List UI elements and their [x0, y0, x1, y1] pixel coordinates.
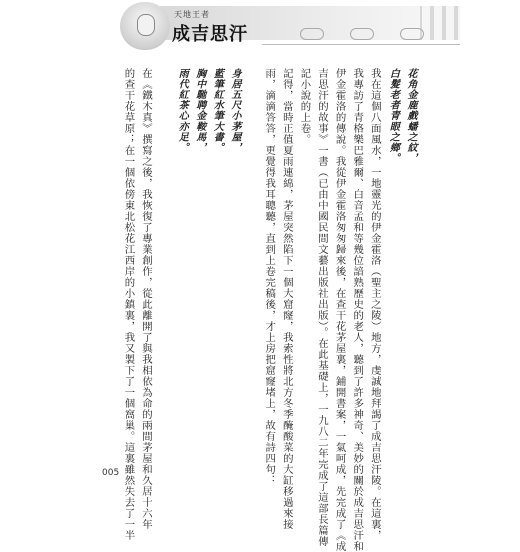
- page-number: 005: [102, 468, 120, 478]
- poem-line: 雨代紅茶心亦足。: [176, 68, 188, 153]
- text-column: 我在這個八面風水，一地靈光的伊金霍洛（聖主之陵）地方，虔誠地拜謁了成吉思汗陵。在這裏，: [368, 68, 381, 541]
- poem-line: 白髮老者青眼之鄉。: [387, 68, 399, 164]
- portrait-illustration: [120, 2, 170, 50]
- text-column: 雨，滴滴答答，更覺得我耳聰聽，直到上卷完稿後，才上房把窟窿堵上，故有詩四句：: [263, 68, 276, 486]
- text-column: 的查干花草原；在一個依傍東北松花江西岸的小鎮裏，我又製下了一個窩巢。這裏雖然失去了一半: [122, 68, 135, 541]
- series-title: 天地王者: [174, 10, 210, 19]
- poem-line: 身居五尺小茅屋，: [229, 68, 240, 153]
- text-column: 記小說的上卷。: [298, 68, 311, 145]
- knot-ornament-icon: [400, 28, 424, 40]
- poem-line: 藍筆紅水筆大書。: [211, 68, 223, 153]
- text-column: 伊金霍洛的傳說。我從伊金霍洛匆匆歸來後，在查干花茅屋裏，鋪開書案，一氣呵成，先完成了《成: [333, 68, 346, 552]
- poem-line: 胸中馳聘金鞍馬，: [193, 68, 205, 153]
- text-column: 記得，當時正值夏雨連綿，茅屋突然陷下一個大窟窿，我索性將北方冬季醃酸菜的大缸移過來接: [280, 68, 293, 530]
- knot-ornament-icon: [350, 28, 374, 40]
- text-column: 我專訪了青格樂巴雅爾、白音孟和等幾位諳熟歷史的老人，聽到了許多神奇、美妙的關於成吉思汗和: [351, 68, 364, 552]
- text-column: 在《鐵木真》撰寫之後，我恢復了專業創作，從此離開了與我相依為命的兩間茅屋和久居十六年: [140, 68, 152, 530]
- face-icon: [137, 14, 155, 36]
- text-column: 吉思汗的故事》一書（已由中國民間文藝出版社出版）。在此基礎上，一九八二年完成了這部長篇傳: [316, 68, 328, 547]
- poem-line: 花角金鹿戲蟠之紋，: [405, 68, 416, 164]
- knot-ornament-icon: [300, 28, 324, 40]
- book-title: 成吉思汗: [172, 24, 248, 45]
- header-rule: [262, 44, 460, 45]
